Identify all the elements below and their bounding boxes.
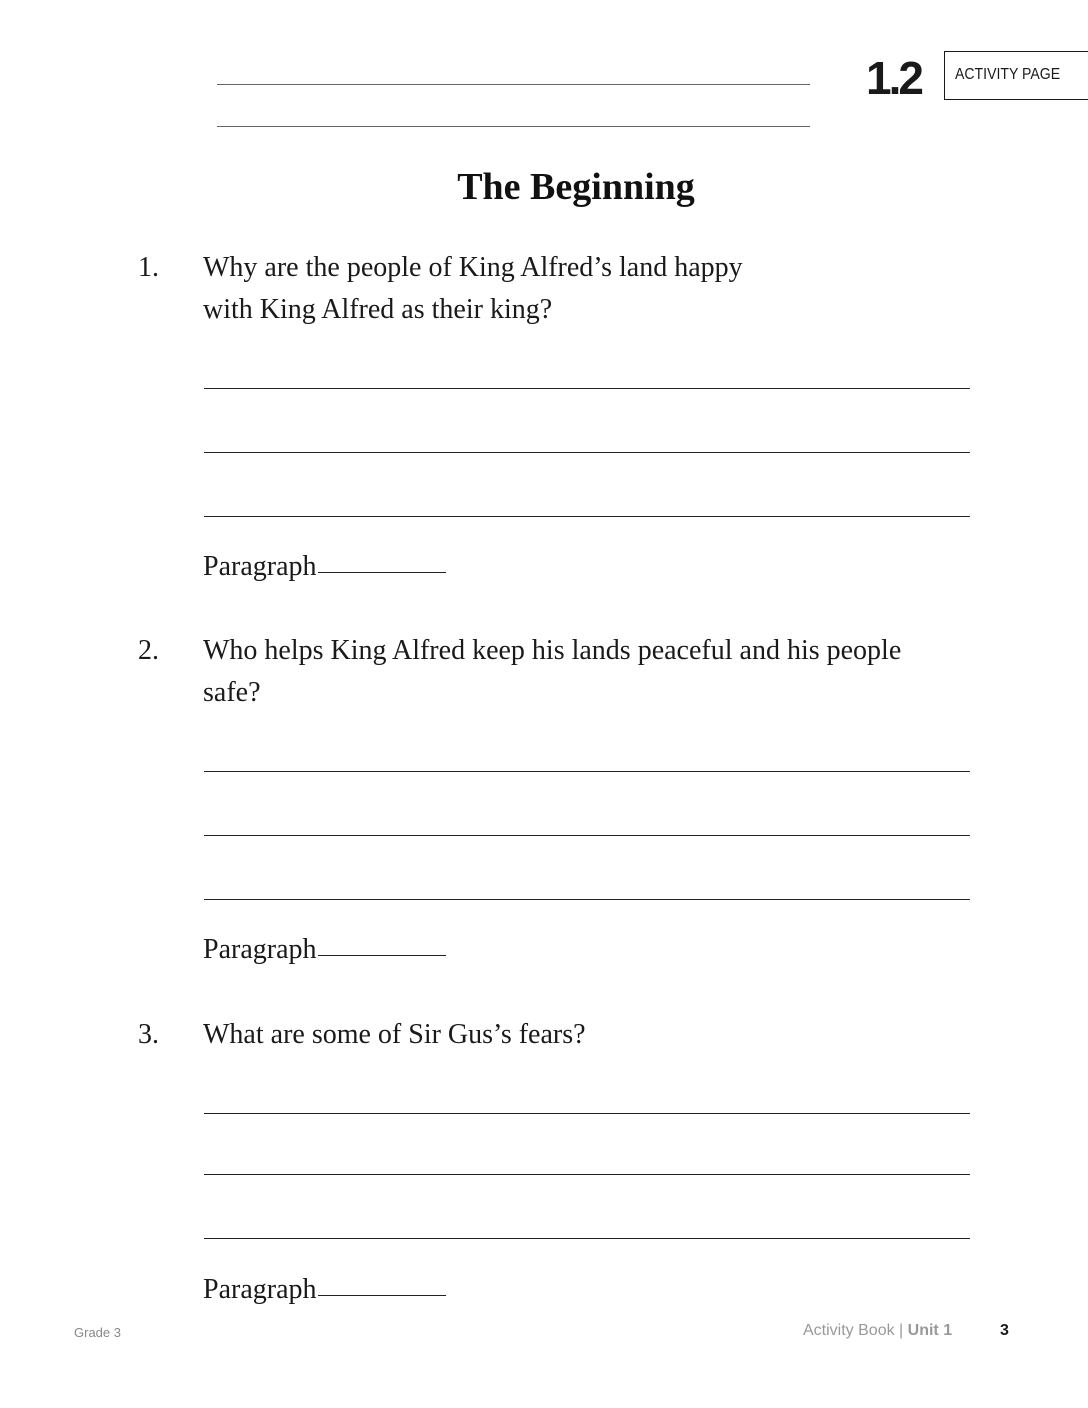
- answer-line[interactable]: [204, 1113, 970, 1114]
- paragraph-field[interactable]: [203, 549, 446, 585]
- page-title: The Beginning: [457, 166, 695, 208]
- footer-book: Activity Book: [803, 1322, 895, 1339]
- paragraph-field[interactable]: [203, 1272, 446, 1308]
- footer-unit: Unit 1: [907, 1322, 953, 1339]
- footer-book-info: [803, 1322, 952, 1340]
- answer-line[interactable]: [204, 388, 970, 389]
- question-text: Who helps King Alfred keep his lands peaceful and his people safe?: [203, 635, 902, 708]
- activity-page-box: [944, 51, 1088, 100]
- question-text: What are some of Sir Gus’s fears?: [203, 1019, 586, 1050]
- answer-line[interactable]: [204, 516, 970, 517]
- paragraph-blank[interactable]: [318, 572, 446, 573]
- footer-grade: Grade 3: [74, 1325, 121, 1340]
- paragraph-blank[interactable]: [318, 1295, 446, 1296]
- answer-line[interactable]: [204, 1238, 970, 1239]
- date-line[interactable]: [217, 126, 810, 127]
- answer-line[interactable]: [204, 1174, 970, 1175]
- page-number: 3: [1000, 1322, 1009, 1339]
- answer-line[interactable]: [204, 771, 970, 772]
- answer-line[interactable]: [204, 835, 970, 836]
- answer-line[interactable]: [204, 452, 970, 453]
- paragraph-label: Paragraph: [203, 551, 317, 582]
- question-number: 1.: [138, 252, 159, 283]
- name-line[interactable]: [217, 84, 810, 85]
- paragraph-label: Paragraph: [203, 934, 317, 965]
- answer-line[interactable]: [204, 899, 970, 900]
- paragraph-blank[interactable]: [318, 955, 446, 956]
- footer-separator: |: [899, 1322, 904, 1339]
- paragraph-field[interactable]: [203, 932, 446, 968]
- question-number: 3.: [138, 1019, 159, 1050]
- paragraph-label: Paragraph: [203, 1274, 317, 1305]
- activity-page-label: ACTIVITY PAGE: [955, 66, 1061, 83]
- activity-number: 1.2: [866, 52, 921, 104]
- question-text: Why are the people of King Alfred’s land happy with King Alfred as their king?: [203, 252, 743, 325]
- question-number: 2.: [138, 635, 159, 666]
